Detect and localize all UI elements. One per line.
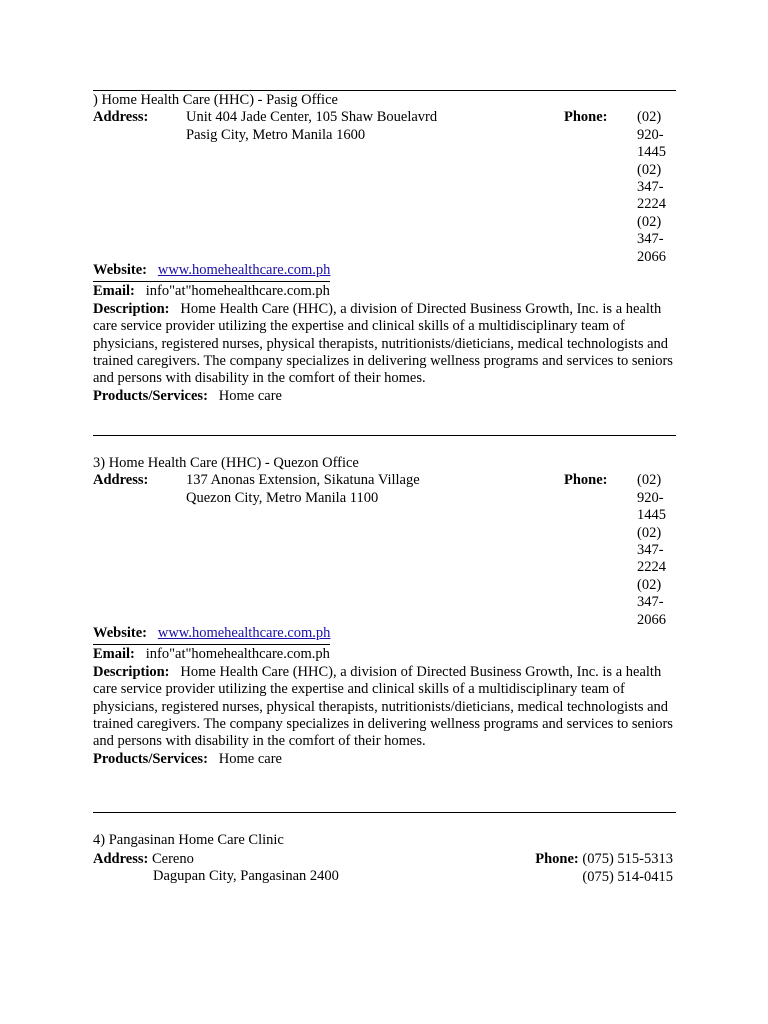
phone-line: 920- (637, 489, 664, 506)
phone-line: (02) (637, 576, 662, 593)
website-label: Website: (93, 625, 147, 642)
phone-line: 347- (637, 594, 664, 611)
email-label: Email: (93, 283, 135, 300)
phone-label: Phone: (564, 472, 608, 489)
address-label: Address: (93, 109, 149, 126)
products-label: Products/Services: (93, 750, 208, 767)
products-label: Products/Services: (93, 387, 208, 404)
section-divider (93, 90, 676, 91)
listing-entry (93, 92, 676, 405)
section-divider (93, 812, 676, 813)
phone-block (535, 851, 673, 886)
phone-line: 347- (637, 179, 664, 196)
phone-line: (02) (637, 524, 662, 541)
listing-title: ) Home Health Care (HHC) - Pasig Office (93, 92, 338, 108)
address-label: Address: (93, 851, 149, 868)
phone-line: (02) (637, 472, 662, 489)
section-divider (93, 435, 676, 436)
phone-line: 347- (637, 231, 664, 248)
website-underline (93, 262, 330, 281)
listing-title: 3) Home Health Care (HHC) - Quezon Office (93, 455, 359, 471)
address-line: Pasig City, Metro Manila 1600 (186, 126, 366, 143)
website-label: Website: (93, 262, 147, 279)
phone-numbers (637, 472, 666, 629)
address-line: Dagupan City, Pangasinan 2400 (153, 868, 339, 885)
description-text: Home Health Care (HHC), a division of Directed Business Growth, Inc. is a health care service provider utilizing the expertise and clinical skills of a multidisciplinary team of physicians, registered nurses, physical therapists, nutritionists/dieticians, medical technologists and trained caregivers. The company specializes in delivering wellness programs and services to seniors and persons with disability in the comfort of their homes. (93, 663, 673, 750)
website-row (93, 625, 676, 644)
phone-numbers (637, 109, 666, 266)
email-value: info"at"homehealthcare.com.ph (145, 646, 330, 663)
products-value: Home care (218, 387, 282, 404)
website-link[interactable]: www.homehealthcare.com.ph (157, 262, 331, 279)
listing-title: 4) Pangasinan Home Care Clinic (93, 832, 284, 848)
phone-first-line (535, 851, 673, 868)
phone-line: (02) (637, 161, 662, 178)
address-line: Cereno (152, 851, 194, 868)
phone-label: Phone: (535, 851, 579, 868)
address-label: Address: (93, 472, 149, 489)
phone-line: (02) (637, 109, 662, 126)
website-row (93, 262, 676, 281)
phone-line: (075) 514-0415 (582, 868, 673, 885)
phone-line: 347- (637, 542, 664, 559)
phone-line: 2224 (637, 559, 666, 576)
products-row (93, 388, 676, 405)
description-label: Description: (93, 663, 170, 680)
address-line: Quezon City, Metro Manila 1100 (186, 489, 379, 506)
email-label: Email: (93, 646, 135, 663)
address-block (186, 109, 437, 144)
email-row (93, 646, 676, 663)
address-phone-row (93, 109, 676, 265)
phone-line: 920- (637, 126, 664, 143)
email-row (93, 283, 676, 300)
address-block (186, 472, 420, 507)
address-phone-row (93, 472, 676, 628)
address-line: Unit 404 Jade Center, 105 Shaw Bouelavrd (186, 109, 438, 126)
description-paragraph (93, 301, 676, 388)
phone-line: (02) (637, 213, 662, 230)
website-underline (93, 625, 330, 644)
products-value: Home care (218, 750, 282, 767)
phone-label: Phone: (564, 109, 608, 126)
address-line: 137 Anonas Extension, Sikatuna Village (186, 472, 420, 489)
phone-line: 2066 (637, 248, 666, 265)
phone-line: (075) 515-5313 (582, 851, 673, 868)
listing-entry (93, 455, 676, 768)
website-link[interactable]: www.homehealthcare.com.ph (157, 625, 331, 642)
products-row (93, 751, 676, 768)
description-text: Home Health Care (HHC), a division of Directed Business Growth, Inc. is a health care service provider utilizing the expertise and clinical skills of a multidisciplinary team of physicians, registered nurses, physical therapists, nutritionists/dieticians, medical technologists and trained caregivers. The company specializes in delivering wellness programs and services to seniors and persons with disability in the comfort of their homes. (93, 300, 673, 387)
address-phone-row (93, 851, 676, 891)
phone-line: 2224 (637, 196, 666, 213)
phone-line: 2066 (637, 611, 666, 628)
description-paragraph (93, 664, 676, 751)
phone-line: 1445 (637, 144, 666, 161)
description-label: Description: (93, 300, 170, 317)
phone-line: 1445 (637, 507, 666, 524)
listing-entry (93, 832, 676, 891)
email-value: info"at"homehealthcare.com.ph (145, 283, 330, 300)
